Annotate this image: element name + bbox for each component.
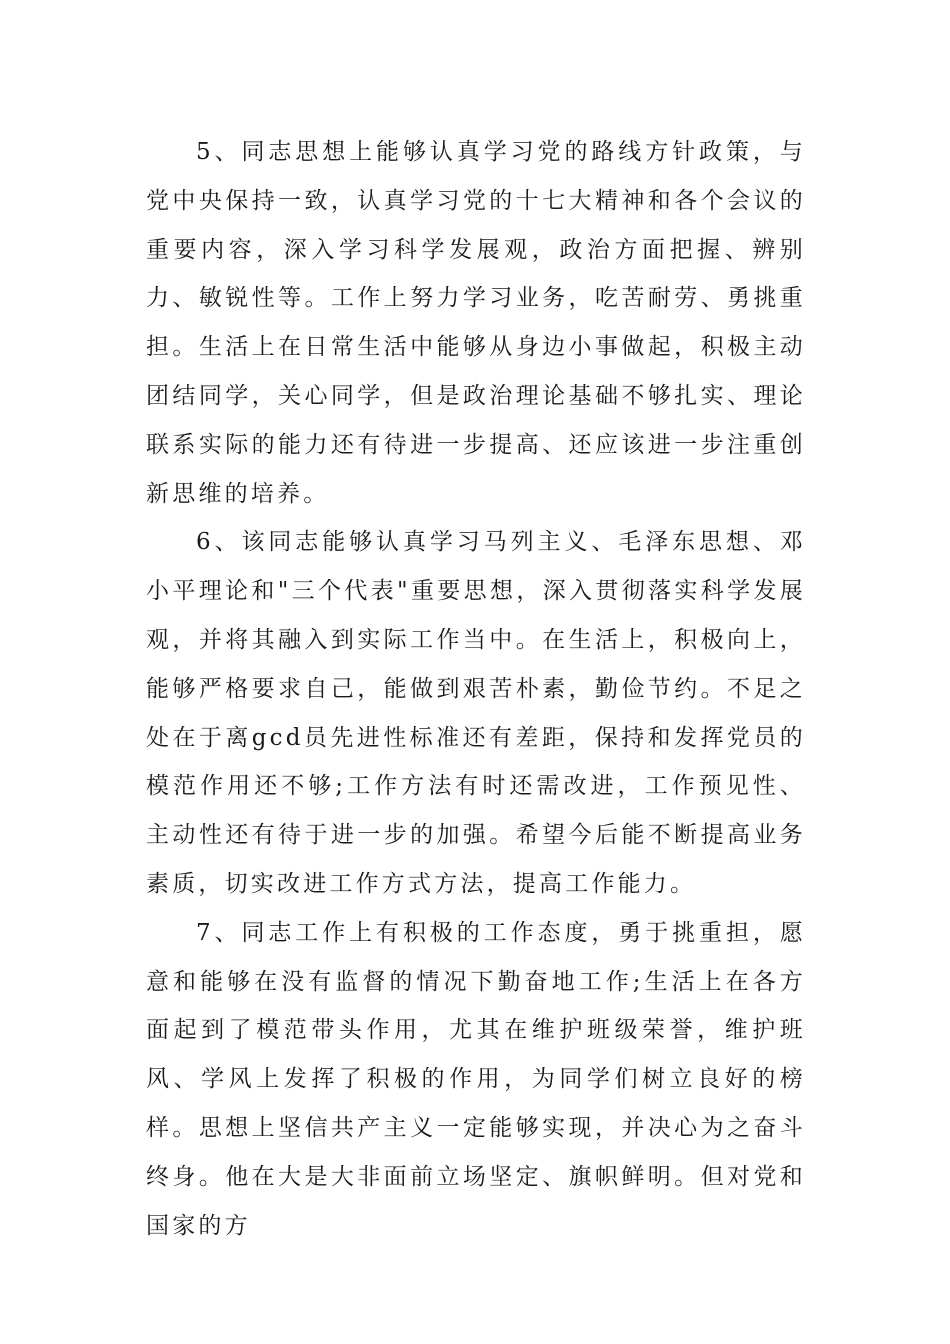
paragraph-6: 6、该同志能够认真学习马列主义、毛泽东思想、邓小平理论和"三个代表"重要思想，深入贯彻落实科学发展观，并将其融入到实际工作当中。在生活上，积极向上，能够严格要求自己，能做到艰苦朴素，勤俭节约。不足之处在于离gcd员先进性标准还有差距，保持和发挥党员的模范作用还不够;工作方法有时还需改进，工作预见性、主动性还有待于进一步的加强。希望今后能不断提高业务素质，切实改进工作方式方法，提高工作能力。 <box>146 529 806 897</box>
document-body <box>146 128 806 1250</box>
paragraph-5: 5、同志思想上能够认真学习党的路线方针政策，与党中央保持一致，认真学习党的十七大精神和各个会议的重要内容，深入学习科学发展观，政治方面把握、辨别力、敏锐性等。工作上努力学习业务，吃苦耐劳、勇挑重担。生活上在日常生活中能够从身边小事做起，积极主动团结同学，关心同学，但是政治理论基础不够扎实、理论联系实际的能力还有待进一步提高、还应该进一步注重创新思维的培养。 <box>146 139 806 507</box>
paragraph-7: 7、同志工作上有积极的工作态度，勇于挑重担，愿意和能够在没有监督的情况下勤奋地工作;生活上在各方面起到了模范带头作用，尤其在维护班级荣誉，维护班风、学风上发挥了积极的作用，为同学们树立良好的榜样。思想上坚信共产主义一定能够实现，并决心为之奋斗终身。他在大是大非面前立场坚定、旗帜鲜明。但对党和国家的方 <box>146 919 806 1239</box>
